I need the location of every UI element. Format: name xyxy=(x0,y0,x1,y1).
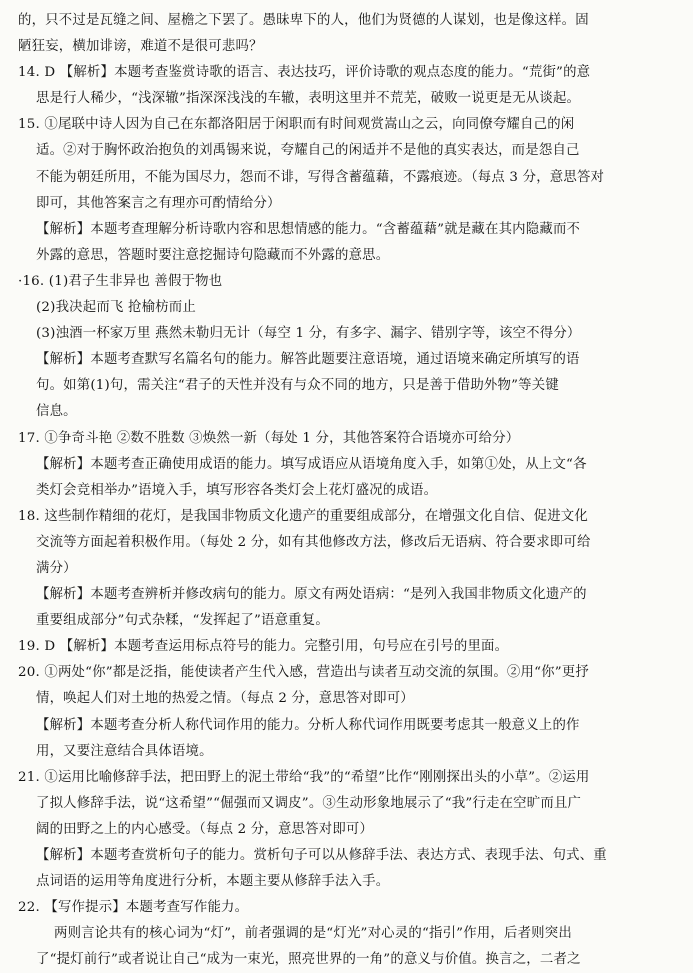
text-line: 思是行人稀少，“浅深辙”指深深浅浅的车辙，表明这里并不荒芜，破败一说更是无从谈起。 xyxy=(36,91,581,107)
text-line: ·16. (1)君子生非异也 善假于物也 xyxy=(18,273,223,289)
text-line: 陋狂妄，横加诽谤，难道不是很可悲吗？ xyxy=(18,39,263,55)
text-line: 即可，其他答案言之有理亦可酌情给分） xyxy=(36,195,281,211)
text-line: 信息。 xyxy=(36,404,77,420)
text-line: 适。②对于胸怀政治抱负的刘禹锡来说，夸耀自己的闲适并不是他的真实表达，而是怨自己 xyxy=(36,143,580,159)
text-line: 18. 这些制作精细的花灯，是我国非物质文化遗产的重要组成部分，在增强文化自信、促进文化 xyxy=(18,508,588,524)
text-line: 21. ①运用比喻修辞手法，把田野上的泥土带给“我”的“希望”比作“刚刚探出头的小草”。②运用 xyxy=(18,769,590,785)
text-line: 【解析】本题考查默写名篇名句的能力。解答此题要注意语境，通过语境来确定所填写的语 xyxy=(36,352,580,368)
text-line: (2)我决起而飞 抢榆枋而止 xyxy=(36,300,196,316)
text-line: 15. ①尾联中诗人因为自己在东都洛阳居于闲职而有时间观赏嵩山之云，向同僚夸耀自己的闲 xyxy=(18,117,575,133)
text-line: 点词语的运用等角度进行分析，本题主要从修辞手法入手。 xyxy=(36,874,390,890)
answer-text-body xyxy=(18,8,681,973)
text-line: 外露的意思，答题时要注意挖掘诗句隐藏而不外露的意思。 xyxy=(36,247,390,263)
text-line: 20. ①两处“你”都是泛指，能使读者产生代入感，营造出与读者互动交流的氛围。②用“你”更抒 xyxy=(18,665,589,681)
text-line: 的，只不过是瓦缝之间、屋檐之下罢了。愚昧卑下的人，他们为贤德的人谋划，也是像这样。固 xyxy=(18,13,589,28)
text-line: 【解析】本题考查理解分析诗歌内容和思想情感的能力。“含蓄蕴藉”就是藏在其内隐藏而不 xyxy=(36,221,581,237)
text-line: 满分） xyxy=(36,560,77,576)
text-line: 【解析】本题考查赏析句子的能力。赏析句子可以从修辞手法、表达方式、表现手法、句式、重 xyxy=(36,848,607,863)
text-line: 不能为朝廷所用，不能为国尽力，怨而不诽，写得含蓄蕴藉，不露痕迹。（每点 3 分，意思答对 xyxy=(36,169,605,185)
text-line: 重要组成部分”句式杂糅，“发挥起了”语意重复。 xyxy=(36,613,329,629)
text-line: 两则言论共有的核心词为“灯”，前者强调的是“灯光”对心灵的“指引”作用，后者则突出 xyxy=(54,926,572,942)
text-line: 交流等方面起着积极作用。（每处 2 分，如有其他修改方法，修改后无语病、符合要求即可给 xyxy=(36,534,591,550)
text-line: 了拟人修辞手法，说“这希望”“倔强而又调皮”。③生动形象地展示了“我”行走在空旷而且广 xyxy=(36,795,582,811)
text-line: 17. ①争奇斗艳 ②数不胜数 ③焕然一新（每处 1 分，其他答案符合语境亦可给分） xyxy=(18,430,520,446)
text-line: 14. D 【解析】本题考查鉴赏诗歌的语言、表达技巧，评价诗歌的观点态度的能力。“荒街”的意 xyxy=(18,65,591,81)
text-line: 【解析】本题考查正确使用成语的能力。填写成语应从语境角度入手，如第①处，从上文“各 xyxy=(36,456,587,472)
text-line: 19. D 【解析】本题考查运用标点符号的能力。完整引用，句号应在引号的里面。 xyxy=(18,639,509,655)
text-line: 阔的田野之上的内心感受。（每点 2 分，意思答对即可） xyxy=(36,821,374,837)
text-line: 【解析】本题考查分析人称代词作用的能力。分析人称代词作用既要考虑其一般意义上的作 xyxy=(36,717,580,733)
text-line: 句。如第(1)句，需关注“君子的天性并没有与众不同的地方，只是善于借助外物”等关键 xyxy=(36,378,559,394)
text-line: 类灯会竞相举办”语境入手，填写形容各类灯会上花灯盛况的成语。 xyxy=(36,482,438,498)
text-line: 用，又要注意结合具体语境。 xyxy=(36,743,213,759)
text-line: (3)浊酒一杯家万里 燕然未勒归无计（每空 1 分，有多字、漏字、错别字等，该空不得分） xyxy=(36,326,581,342)
text-line: 了“提灯前行”或者说让自己“成为一束光，照亮世界的一角”的意义与价值。换言之，二者之 xyxy=(36,952,581,968)
text-line: 情，唤起人们对土地的热爱之情。（每点 2 分，意思答对即可） xyxy=(36,691,414,707)
text-line: 【解析】本题考查辨析并修改病句的能力。原文有两处语病：“是列入我国非物质文化遗产的 xyxy=(36,587,587,603)
text-line: 22. 【写作提示】本题考查写作能力。 xyxy=(18,900,249,916)
